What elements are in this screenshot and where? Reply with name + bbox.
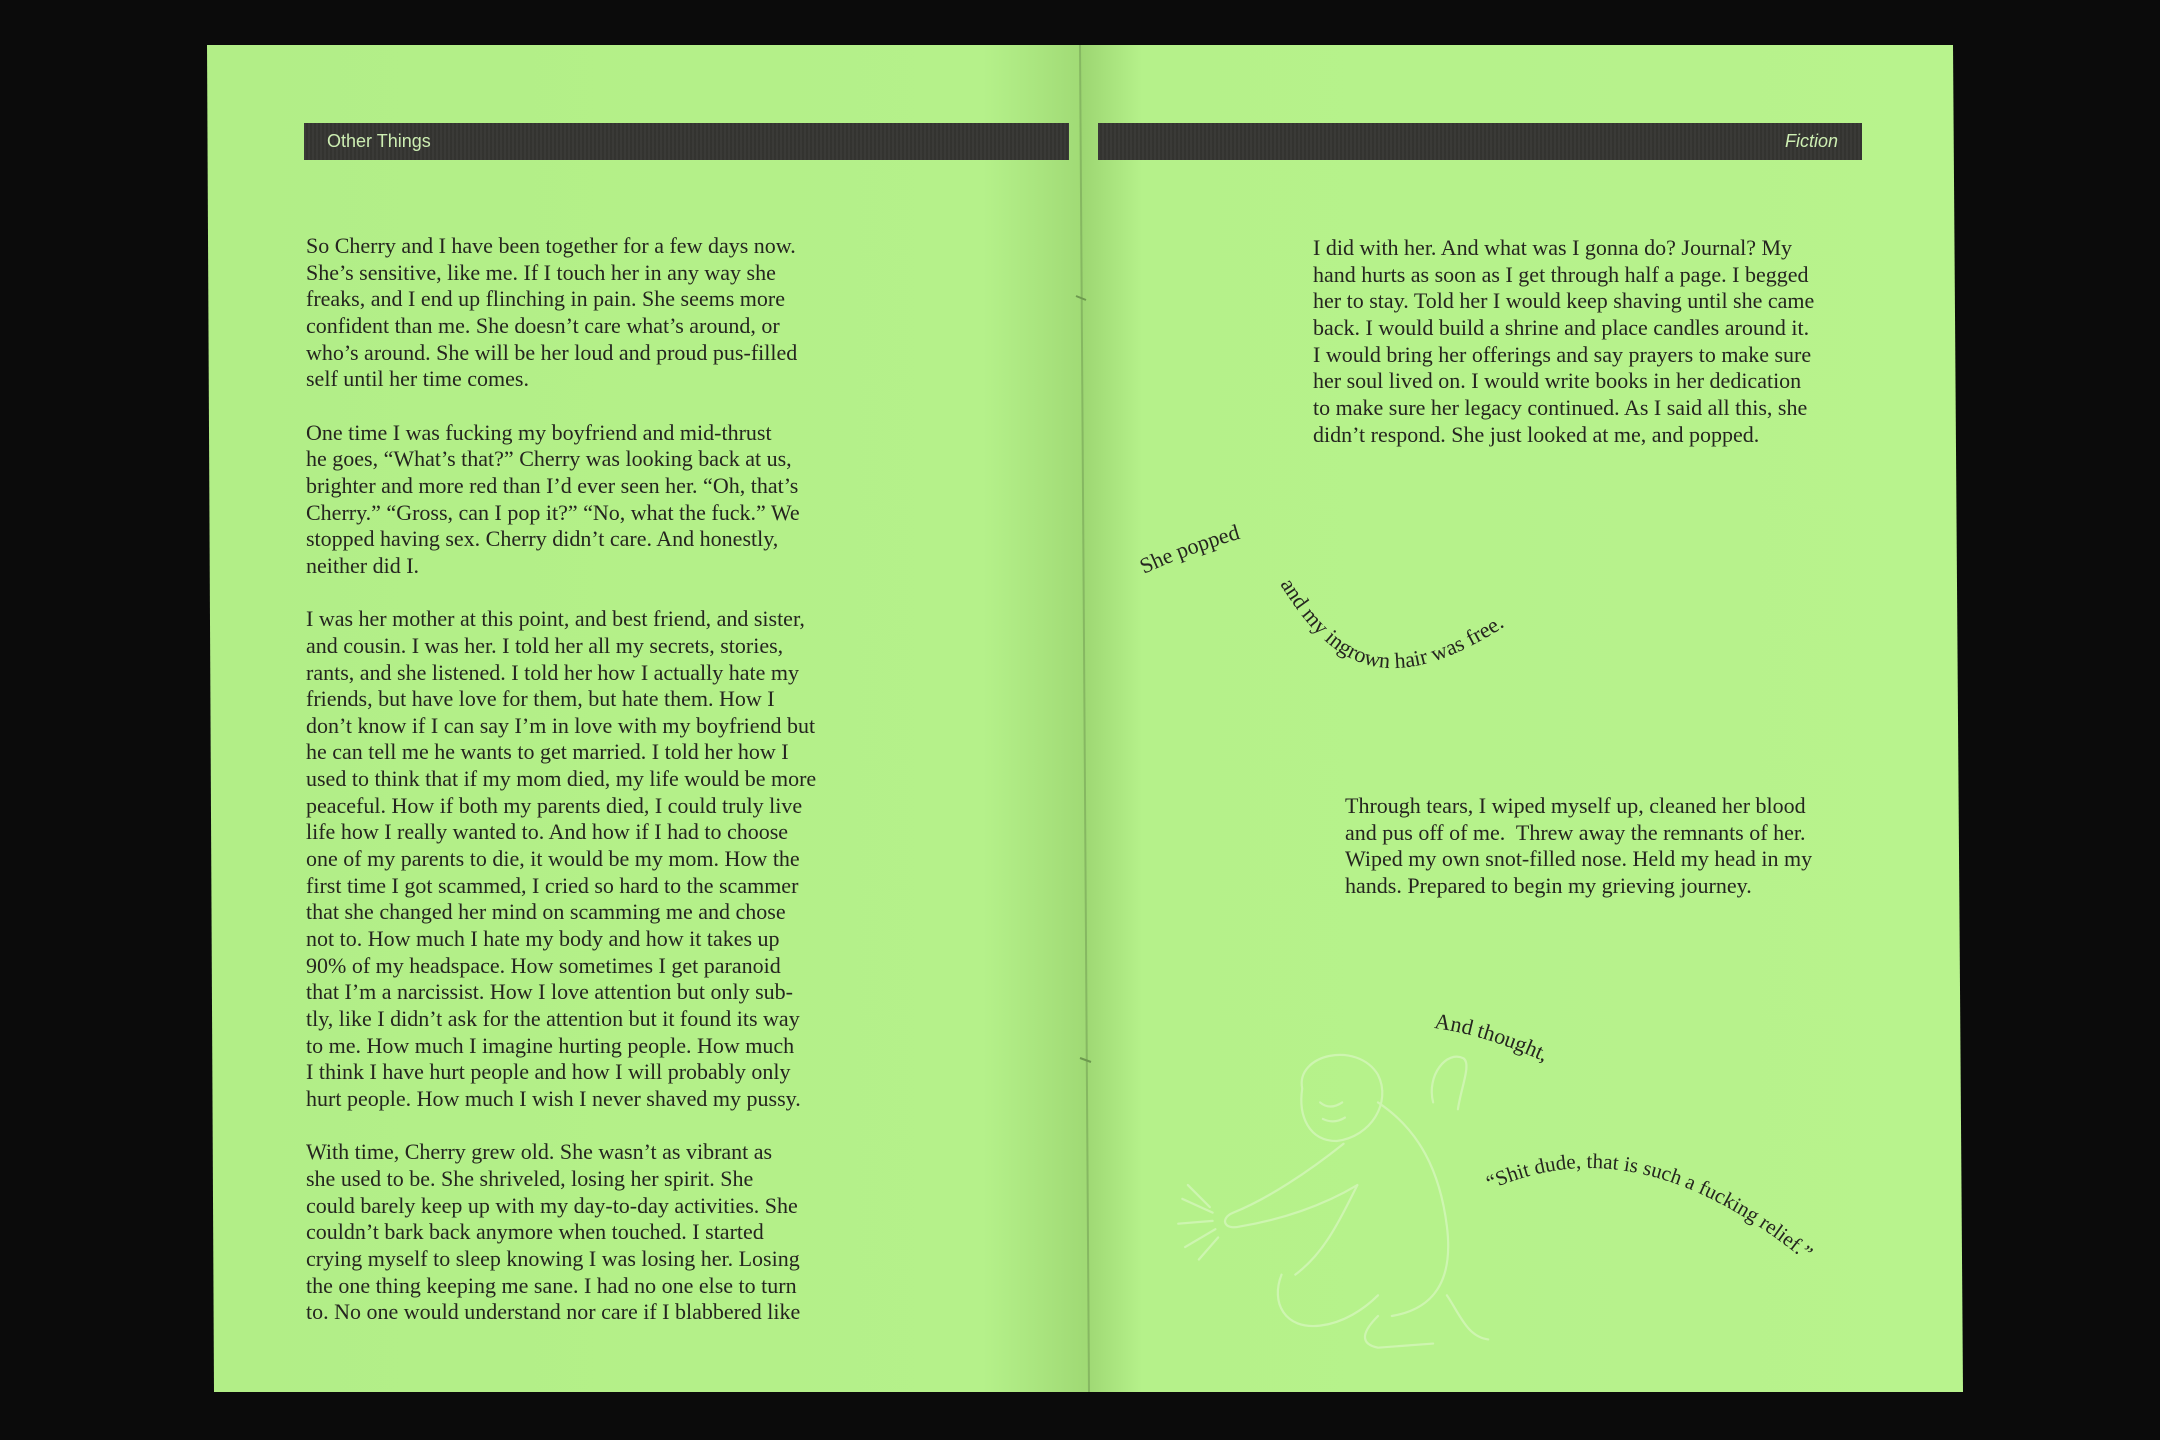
- text-line: self until her time comes.: [306, 366, 529, 392]
- text-line: peaceful. How if both my parents died, I could truly live: [306, 792, 803, 818]
- text-line: confident than me. She doesn’t care what’s around, or: [306, 312, 780, 338]
- curved-text-ingrown-hair-path: and my ingrown hair was free.: [1275, 573, 1508, 674]
- text-line: not to. How much I hate my body and how it takes up: [306, 926, 780, 952]
- left-header-title: Other Things: [327, 131, 431, 151]
- text-line: her soul lived on. I would write books in her dedication: [1313, 368, 1802, 394]
- sketch-spray-lines: [1178, 1185, 1218, 1259]
- sketch-torso: [1295, 1185, 1357, 1275]
- text-line: to make sure her legacy continued. As I said all this, she: [1313, 394, 1808, 420]
- text-line: hand hurts as soon as I get through half a page. I begged: [1313, 261, 1809, 287]
- text-line: back. I would build a shrine and place candles around it.: [1313, 314, 1810, 340]
- text-line: to me. How much I imagine hurting people. How much: [306, 1032, 795, 1058]
- text-line: So Cherry and I have been together for a few days now.: [306, 233, 796, 258]
- text-line: Cherry.” “Gross, can I pop it?” “No, what the fuck.” We: [306, 499, 800, 525]
- text-line: I think I have hurt people and how I will probably only: [306, 1059, 791, 1085]
- text-line: With time, Cherry grew old. She wasn’t as vibrant as: [306, 1139, 773, 1165]
- text-line: I would bring her offerings and say prayers to make sure: [1313, 341, 1812, 367]
- faint-figure-sketch: [1178, 1055, 1488, 1348]
- text-line: he goes, “What’s that?” Cherry was looking back at us,: [306, 446, 792, 472]
- text-line: didn’t respond. She just looked at me, and popped.: [1313, 421, 1760, 447]
- curved-text-she-popped: [1136, 519, 1243, 578]
- curved-text-relief-quote: [1483, 1149, 1818, 1265]
- sketch-back: [1378, 1102, 1448, 1316]
- curved-text-ingrown-hair: [1276, 573, 1508, 673]
- sketch-head: [1301, 1055, 1382, 1141]
- sketch-leg-right: [1365, 1295, 1488, 1347]
- text-line: couldn’t bark back anymore when touched. I started: [306, 1219, 764, 1245]
- text-line: don’t know if I can say I’m in love with my boyfriend but: [306, 712, 816, 738]
- text-line: and pus off of me. Threw away the remnants of her.: [1345, 819, 1806, 845]
- text-line: hurt people. How much I wish I never shaved my pussy.: [306, 1086, 801, 1111]
- sketch-arm: [1225, 1144, 1357, 1228]
- text-line: who’s around. She will be her loud and proud pus-filled: [306, 339, 798, 365]
- text-line: One time I was fucking my boyfriend and mid-thrust: [306, 419, 772, 445]
- curved-text-relief-quote-path: “Shit dude, that is such a fucking relief.”: [1482, 1148, 1818, 1265]
- text-line: stopped having sex. Cherry didn’t care. And honestly,: [306, 526, 779, 552]
- sketch-leg-left: [1278, 1275, 1378, 1326]
- text-line: I did with her. And what was I gonna do? Journal? My: [1313, 235, 1793, 260]
- curved-text-and-thought-path: And thought,: [1433, 1008, 1553, 1067]
- text-line: her to stay. Told her I would keep shaving until she came: [1313, 288, 1815, 314]
- text-line: tly, like I didn’t ask for the attention but it found its way: [306, 1006, 800, 1032]
- right-header-title: Fiction: [1784, 131, 1838, 151]
- text-line: one of my parents to die, it would be my mom. How the: [306, 846, 800, 872]
- sketch-face: [1320, 1102, 1345, 1121]
- text-line: could barely keep up with my day-to-day activities. She: [306, 1192, 798, 1218]
- text-line: to. No one would understand nor care if I blabbered like: [306, 1299, 801, 1325]
- sketch-raised-hand: [1432, 1057, 1467, 1110]
- text-line: friends, but have love for them, but hate them. How I: [306, 686, 775, 712]
- text-line: Wiped my own snot-filled nose. Held my head in my: [1345, 846, 1813, 872]
- text-line: neither did I.: [306, 552, 420, 578]
- text-line: and cousin. I was her. I told her all my secrets, stories,: [306, 632, 784, 658]
- text-line: crying myself to sleep knowing I was losing her. Losing: [306, 1245, 800, 1271]
- text-line: She’s sensitive, like me. If I touch her in any way she: [306, 259, 776, 285]
- text-line: freaks, and I end up flinching in pain. She seems more: [306, 286, 785, 312]
- text-line: he can tell me he wants to get married. I told her how I: [306, 739, 789, 765]
- curved-text-she-popped-path: She popped: [1135, 519, 1243, 579]
- text-line: that she changed her mind on scamming me and chose: [306, 899, 786, 925]
- text-line: used to think that if my mom died, my life would be more: [306, 766, 817, 792]
- text-line: the one thing keeping me sane. I had no one else to turn: [306, 1272, 797, 1298]
- text-line: 90% of my headspace. How sometimes I get paranoid: [306, 952, 781, 978]
- text-line: hands. Prepared to begin my grieving journey.: [1345, 872, 1752, 898]
- text-line: Through tears, I wiped myself up, cleaned her blood: [1345, 793, 1806, 818]
- text-line: rants, and she listened. I told her how I actually hate my: [306, 659, 800, 685]
- text-line: she used to be. She shriveled, losing her spirit. She: [306, 1165, 754, 1191]
- text-line: I was her mother at this point, and best friend, and sister,: [306, 606, 805, 632]
- text-line: first time I got scammed, I cried so hard to the scammer: [306, 872, 799, 898]
- text-line: life how I really wanted to. And how if I had to choose: [306, 819, 789, 845]
- text-line: brighter and more red than I’d ever seen her. “Oh, that’s: [306, 472, 799, 498]
- text-line: that I’m a narcissist. How I love attention but only sub-: [306, 979, 793, 1005]
